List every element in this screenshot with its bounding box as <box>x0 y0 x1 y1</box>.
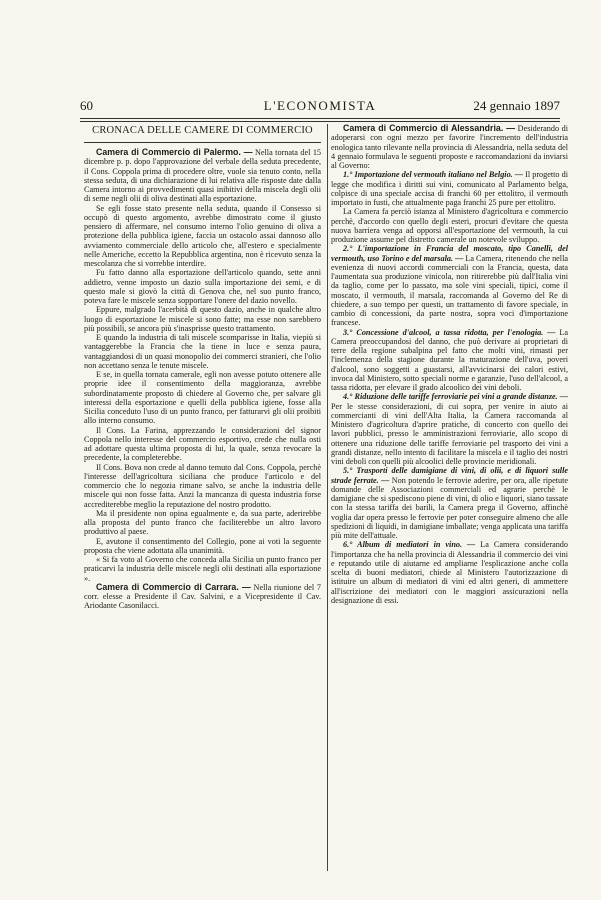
paragraph-text: La Camera fa perciò istanza al Ministero d'agricoltura e commercio perchè, d'accordo con quello degli esteri, procuri d'evitare che questa nuova barriera venga ad opporsi all'esportazione del vermouth, la cui produzione assume pel distretto camerale un notevole sviluppo. <box>331 207 568 244</box>
header-rule-top <box>80 118 560 119</box>
page-number: 60 <box>80 98 93 113</box>
paragraph-text: E quando la industria di tali miscele scomparisse in Italia, viepiù si vantaggerebbe la Francia che la tiene in luce e senza paura, vantaggiandosi di un quasi monopolio dei commerci stranieri, che l'olio non accettano senza le tenute miscele. <box>84 333 321 370</box>
paragraph-heading: Camera di Commercio di Alessandria. — <box>343 123 516 133</box>
right-column <box>331 124 568 605</box>
article-paragraph <box>84 268 321 305</box>
article-paragraph <box>84 148 321 204</box>
paragraph-text: La Camera, ritenendo che nella evenienza di nuovi accordi commerciali con la Francia, questa, data l'aumentata sua produzione vinicola, non ritirerebbe più dall'Italia vini da taglio, come per lo passato, ma sole vini speciali, tipici, come il moscato, il vermouth, il marsala, raccomanda al Governo del Re di chiedere, a suo tempo per questi, un trattamento di favore speciale, in cambio di concessioni, da parte nostra, sopra voci d'importazione francese. <box>331 253 568 328</box>
article-paragraph <box>84 370 321 426</box>
paragraph-text: Per le stesse considerazioni, di cui sopra, per venire in aiuto ai commercianti di vini dell'Alta Italia, la Camera raccomanda al Ministero d'agricoltura d'aprire pratiche, di concerto con quello dei lavori pubblici, presso le amministrazioni ferroviarie, allo scopo di ottenere una riduzione delle tariffe ferroviarie pel trasporto dei vini a grandi distanze, nello intento di facilitare la miscela e il taglio dei nostri vini deboli con quelli più alcoolici delle provincie meridionali. <box>331 401 568 466</box>
article-paragraph <box>84 305 321 333</box>
header-rule-bottom <box>80 121 560 122</box>
paragraph-text: Se egli fosse stato presente nella seduta, quando il Consesso si occupò di questo argomento, avrebbe dimostrato come il giusto pensiero di affermare, nel consumo interno l'olio genuino di oliva a protezione della pubblica igiene, faccia un ostacolo assai dannoso allo avviamento commerciale dello articolo che, all'estero e specialmente nelle Americhe, eccetto la Repubblica argentina, non è ricevuto senza la mescolanza che si vorrebbe interdire. <box>84 203 321 268</box>
paragraph-text: Ma il presidente non opina egualmente e, da sua parte, aderirebbe alla proposta del punto franco che faciliterebbe un altro lavoro produttivo al paese. <box>84 508 321 537</box>
issue-date: 24 gennaio 1897 <box>473 98 560 113</box>
paragraph-text: Il Cons. Bova non crede al danno temuto dal Cons. Coppola, perchè l'interesse dell'agricoltura siciliana che produce l'articolo e del commercio che lo negozia rimane salvo, se anche la industria delle miscele qui non fosse fatta. Anzi la mancanza di questa industria forse accrediterebbe meglio la reputazione del nostro prodotto. <box>84 462 321 509</box>
paragraph-text: Fu fatto danno alla esportazione dell'articolo quando, sette anni addietro, venne imposto un dazio sulla importazione dei semi, e di questo male si giovò la città di Genova che, nel suo punto franco, poteva fare le miscele senza sopportare l'onere del dazio novello. <box>84 268 321 305</box>
article-paragraph <box>84 463 321 509</box>
article-paragraph <box>331 466 568 540</box>
paragraph-text: « Si fa voto al Governo che conceda alla Sicilia un punto franco per praticarvi la industria delle miscele negli olii destinati alla esportazione ». <box>84 555 321 583</box>
paragraph-heading: 1.° Importazione del vermouth italiano nel Belgio. — <box>343 170 524 180</box>
article-paragraph <box>331 244 568 327</box>
paragraph-text: Il progetto di legge che modifica i diritti sui vini, comunicato al Parlamento belga, colpisce di una speciale accisa di franchi 60 per ettolitro, il vermouth importato in fusti, che attualmente paga franchi 25 pure per ettolitro. <box>331 170 569 207</box>
article-paragraph <box>331 170 568 207</box>
article-paragraph <box>331 540 568 605</box>
section-title: CRONACA DELLE CAMERE DI COMMERCIO <box>84 124 321 143</box>
article-paragraph <box>84 333 321 370</box>
article-paragraph <box>84 426 321 463</box>
paragraph-text: La Camera preoccupandosi del danno, che può derivare ai proprietari di terre della regione subalpina pel fatto che molti vini, rimasti per l'inclemenza della stagione durante la maturazione dell'uva, poveri d'alcool, sono soggetti a guastarsi, all'avvicinarsi dei calori estivi, invoca dal Ministero, sotto speciali norme e garanzie, l'uso dell'alcool, a tassa ridotta, per elevare il grado alcoolico dei vini deboli. <box>331 327 568 392</box>
paragraph-text: Desiderando di adoperarsi con ogni mezzo per favorire l'incremento dell'industria enologica tanto rilevante nella provincia di Alessandria, nella seduta del 4 gennaio formulava le seguenti proposte e raccomandazioni da inviarsi al Governo: <box>331 124 568 170</box>
article-paragraph <box>331 207 568 244</box>
article-paragraph <box>331 124 568 170</box>
paragraph-heading: 4.° Riduzione delle tariffe ferroviarie pei vini a grande distanze. — <box>343 392 568 402</box>
article-paragraph <box>84 509 321 537</box>
journal-title: L'ECONOMISTA <box>263 98 377 113</box>
paragraph-text: Eppure, malgrado l'acerbità di questo dazio, anche in qualche altro luogo di esportazione le miscele si sono fatte; ma esse non sarebbero più possibili, se ancora più s'inasprisse questo trattamento. <box>84 305 321 333</box>
left-column <box>84 124 321 611</box>
paragraph-text: Nella riunione del 7 corr. elesse a Presidente il Cav. Salvini, e a Vicepresidente il Cav. Ariodante Casonilacci. <box>84 582 321 611</box>
paragraph-text: Nella tornata del 15 dicembre p. p. dopo l'approvazione del verbale della seduta precedente, il Cons. Coppola prima di procedere oltre, vuole sia tenuto conto, nella stessa seduta, di una dichiarazione di lui relativa alle risposte date dalla Camera intorno ai provvedimenti quasi inibitivi della miscela degli olii di seme negli olii di oliva destinati alla esportazione. <box>84 148 322 204</box>
paragraph-text: E, avutone il consentimento del Collegio, pone ai voti la seguente proposta che viene adottata alla unanimità. <box>84 536 321 555</box>
paragraph-heading: 5.° Trasporti delle damigiane di vini, di olii, e di liquori sulle strade ferrate. — <box>331 466 568 485</box>
paragraph-heading: 6.° Album di mediatori in vino. — <box>343 540 476 550</box>
article-paragraph <box>84 583 321 611</box>
article-paragraph <box>331 328 568 393</box>
column-divider <box>327 124 328 871</box>
paragraph-text: La Camera considerando l'importanza che ha nella provincia di Alessandria il commercio dei vini e reputando utile di aiutarne ed ampliarne l'esplicazione anche colla scelta di buoni mediatori, chiede al Ministero l'autorizzazione di istituire un album di mediatori di vini ed altri generi, di ammettere all'iscrizione dei mediatori con le maggiori assicurazioni nella designazione di essi. <box>331 540 568 605</box>
article-paragraph <box>84 555 321 583</box>
paragraph-text: Non potendo le ferrovie aderire, per ora, alle ripetute domande delle Associazioni commerciali ed agrarie perchè le damigiane che si spediscono piene di vini, di olio e liquori, siano tassate con la stessa tariffa dei barili, la Camera prega il Governo, affinchè voglia dar opera presso le ferrovie per poter conseguire almeno che alle spedizioni di liquidi, in damigiane imballate; venga applicata una tariffa più mite dell'attuale. <box>331 475 568 540</box>
paragraph-heading: 2.° L'importazione in Francia del moscato, tipo Canelli, del vermouth, uso Torino e del marsala. — <box>331 244 568 263</box>
paragraph-heading: Camera di Commercio di Palermo. — <box>96 147 253 157</box>
paragraph-text: Il Cons. La Farina, apprezzando le considerazioni del signor Coppola nello interesse del commercio esportivo, crede che nulla osti ad adottare questa ultima proposta di lui, la quale, senza revocare la precedente, la completerebbe. <box>84 425 321 463</box>
paragraph-heading: 3.° Concessione d'alcool, a tassa ridotta, per l'enologia. — <box>343 327 556 337</box>
article-paragraph <box>331 392 568 466</box>
paragraph-heading: Camera di Commercio di Carrara. — <box>96 581 251 592</box>
article-paragraph <box>84 204 321 269</box>
article-paragraph <box>84 537 321 556</box>
page-header <box>80 98 560 118</box>
paragraph-text: E se, in quella tornata camerale, egli non avesse potuto ottenere alle proprie idee il consentimento della maggioranza, avrebbe subordinatamente proposto di chiedere al Governo che, per salvare gli interessi della esportazione e quelli della pubblica igiene, fosse alla Sicilia conceduto l'uso di un punto franco, per fatturarvi gli olii proibiti allo interno consumo. <box>84 370 321 426</box>
